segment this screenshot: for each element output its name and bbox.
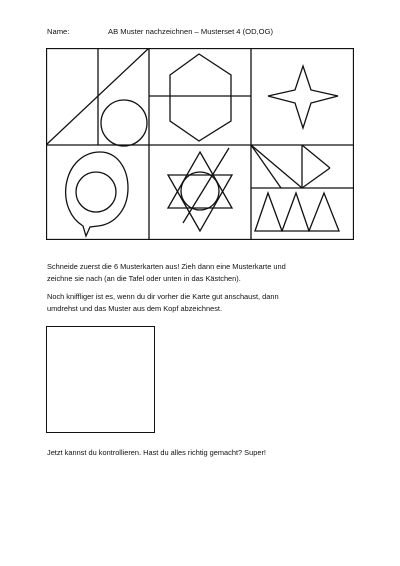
closing-text: Jetzt kannst du kontrollieren. Hast du alles richtig gemacht? Super! [47, 448, 266, 457]
instruction-line: zeichne sie nach (an die Tafel oder unten in das Kästchen). [47, 274, 241, 283]
instruction-line: Noch kniffliger ist es, wenn du dir vorher die Karte gut anschaust, dann [47, 292, 279, 301]
name-label: Name: [47, 27, 70, 36]
instruction-paragraph-1 [47, 261, 357, 285]
instruction-line: Schneide zuerst die 6 Musterkarten aus! Zieh dann eine Musterkarte und [47, 262, 286, 271]
four-point-star-card-icon [268, 66, 338, 128]
triangle-circle-card-icon [46, 48, 149, 146]
six-point-star-circle-card-icon [168, 148, 232, 231]
instruction-paragraph-2 [47, 291, 357, 315]
hexagon-line-card-icon [149, 54, 251, 141]
drawing-box[interactable] [46, 326, 155, 433]
worksheet-title: AB Muster nachzeichnen – Musterset 4 (OD,OG) [108, 27, 274, 36]
triangles-card-icon [251, 145, 354, 231]
speech-bubble-circle-card-icon [66, 152, 128, 236]
pattern-card-grid [46, 48, 354, 240]
instruction-line: umdrehst und das Muster aus dem Kopf abzeichnest. [47, 304, 223, 313]
